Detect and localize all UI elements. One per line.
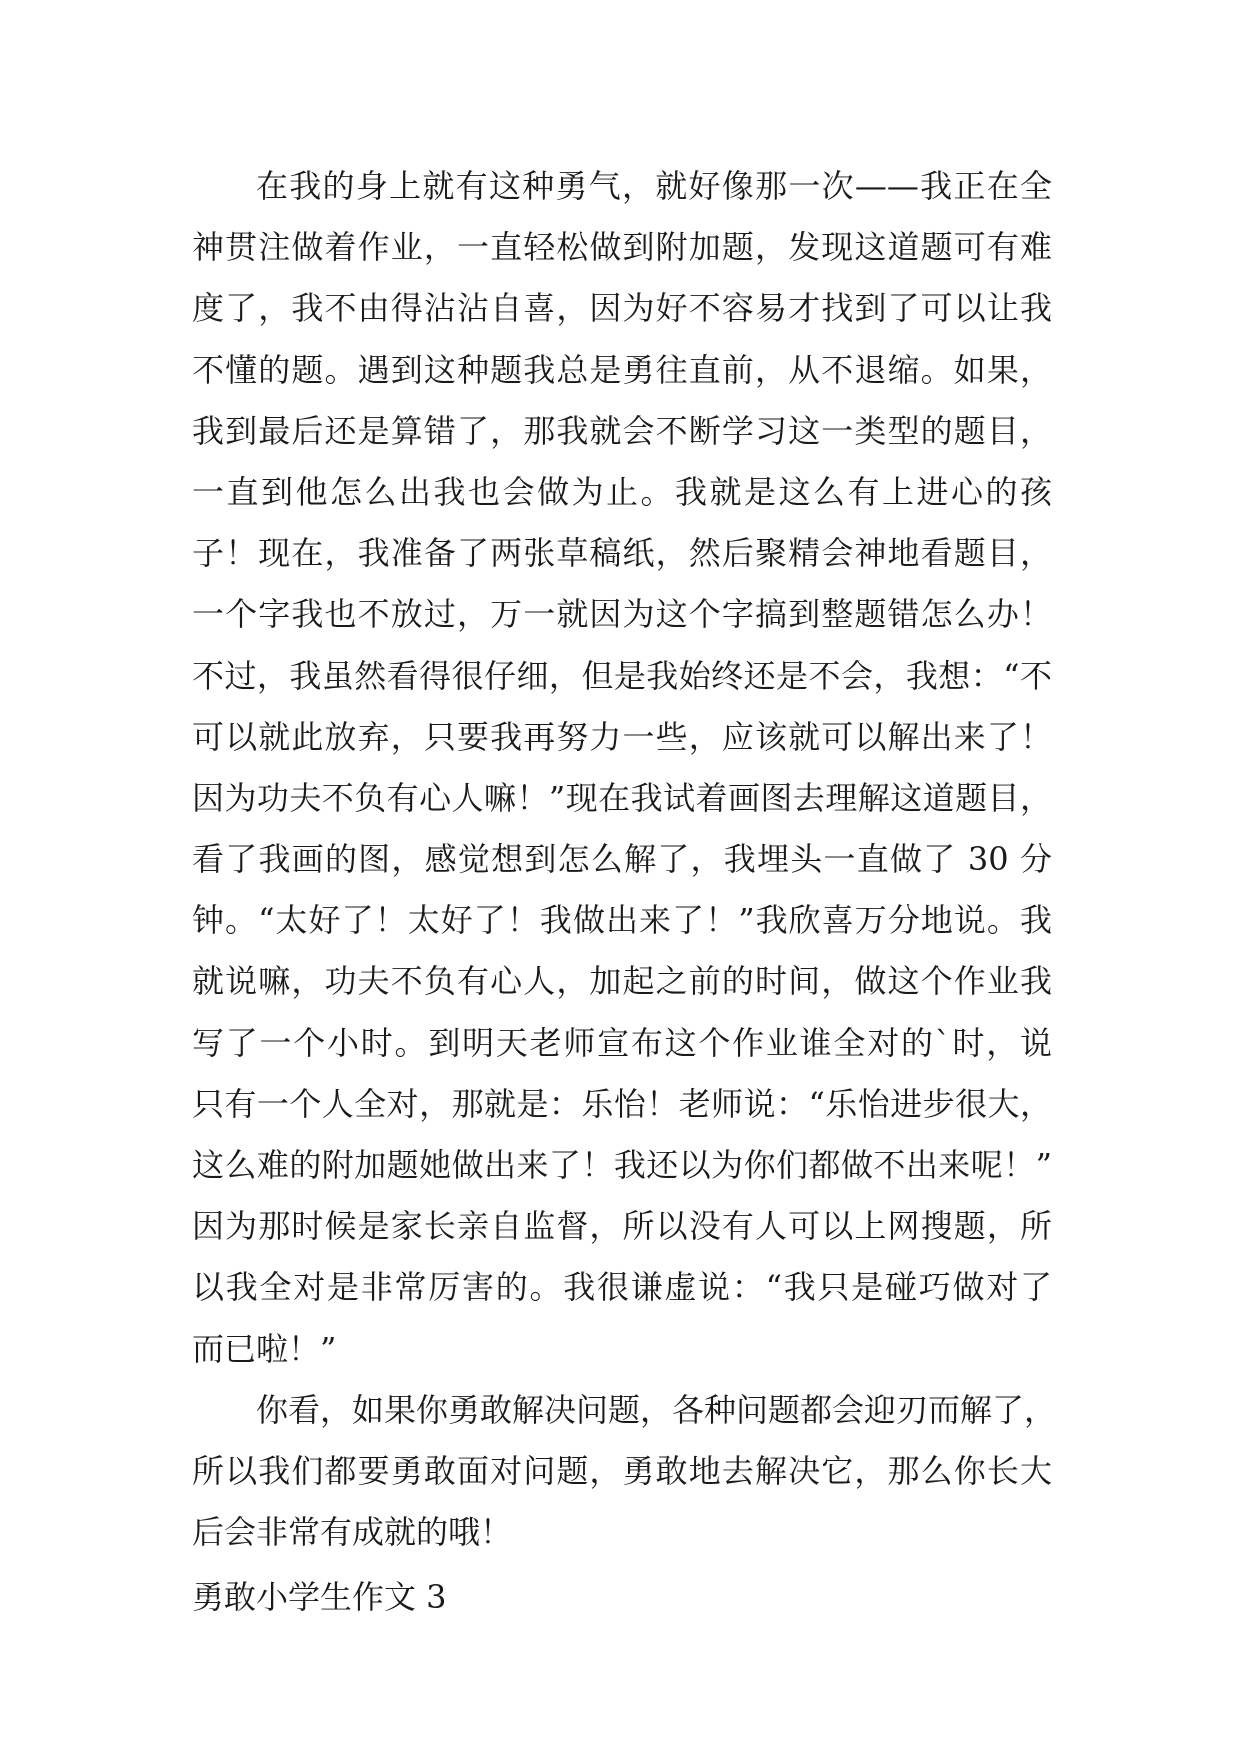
section-heading: 勇敢小学生作文 3 bbox=[192, 1578, 447, 1617]
text-line: 因为功夫不负有心人嘛！”现在我试着画图去理解这道题目， bbox=[192, 778, 1052, 817]
text-line: 这么难的附加题她做出来了！我还以为你们都做不出来呢！” bbox=[192, 1146, 1052, 1184]
text-line: 以我全对是非常厉害的。我很谦虚说：“我只是碰巧做对了 bbox=[192, 1268, 1052, 1307]
text-line: 一直到他怎么出我也会做为止。我就是这么有上进心的孩 bbox=[192, 472, 1052, 511]
text-line: 而已啦！” bbox=[192, 1329, 337, 1368]
text-line: 因为那时候是家长亲自监督，所以没有人可以上网搜题，所 bbox=[192, 1207, 1052, 1246]
text-line: 度了，我不由得沾沾自喜，因为好不容易才找到了可以让我 bbox=[192, 289, 1052, 328]
text-line: 写了一个小时。到明天老师宣布这个作业谁全对的`时，说 bbox=[192, 1023, 1052, 1062]
paragraph-2 bbox=[192, 1380, 1057, 1564]
text-line: 看了我画的图，感觉想到怎么解了，我埋头一直做了 30 分 bbox=[192, 840, 1052, 879]
text-line: 子！现在，我准备了两张草稿纸，然后聚精会神地看题目， bbox=[192, 534, 1052, 573]
text-line: 只有一个人全对，那就是：乐怡！老师说：“乐怡进步很大， bbox=[192, 1084, 1052, 1123]
essay-body bbox=[192, 156, 1057, 1629]
text-line: 可以就此放弃，只要我再努力一些，应该就可以解出来了！ bbox=[192, 717, 1052, 756]
text-line: 后会非常有成就的哦！ bbox=[192, 1513, 513, 1552]
text-line: 不过，我虽然看得很仔细，但是我始终还是不会，我想：“不 bbox=[192, 656, 1052, 695]
text-line: 就说嘛，功夫不负有心人，加起之前的时间，做这个作业我 bbox=[192, 962, 1052, 1001]
text-line: 不懂的题。遇到这种题我总是勇往直前，从不退缩。如果， bbox=[192, 350, 1052, 389]
text-line: 一个字我也不放过，万一就因为这个字搞到整题错怎么办！ bbox=[192, 595, 1052, 634]
text-line: 神贯注做着作业，一直轻松做到附加题，发现这道题可有难 bbox=[192, 228, 1052, 267]
text-line: 所以我们都要勇敢面对问题，勇敢地去解决它，那么你长大 bbox=[192, 1451, 1052, 1490]
text-line: 我到最后还是算错了，那我就会不断学习这一类型的题目， bbox=[192, 411, 1052, 450]
text-line: 钟。“太好了！太好了！我做出来了！”我欣喜万分地说。我 bbox=[192, 901, 1052, 940]
paragraph-1 bbox=[192, 156, 1052, 1380]
text-line: 在我的身上就有这种勇气，就好像那一次——我正在全 bbox=[256, 167, 1052, 205]
text-line: 你看，如果你勇敢解决问题，各种问题都会迎刃而解了， bbox=[256, 1390, 1057, 1429]
